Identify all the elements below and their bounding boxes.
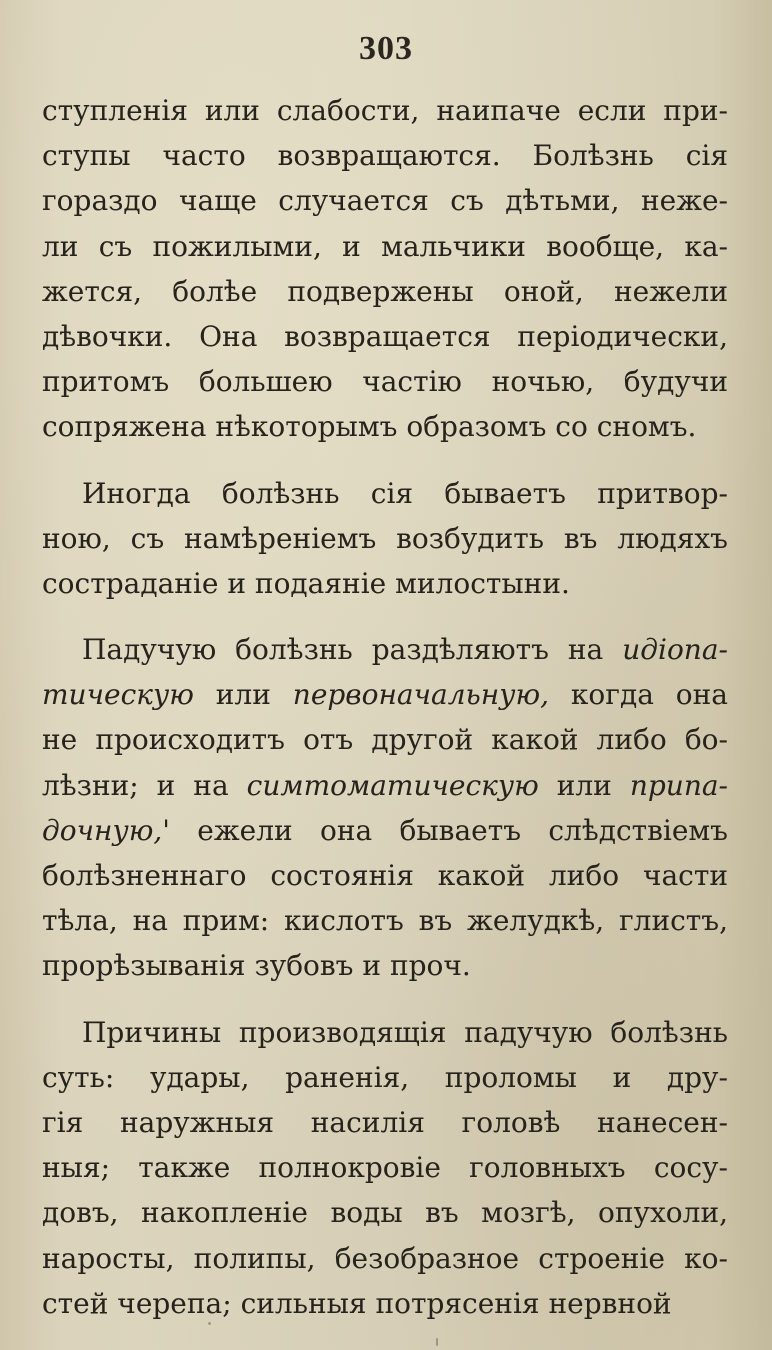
text-line bbox=[42, 627, 728, 672]
body-text bbox=[42, 88, 728, 1326]
text-line bbox=[42, 763, 728, 808]
text-run: когда она bbox=[549, 678, 728, 712]
text-line bbox=[42, 561, 728, 606]
text-line bbox=[42, 471, 728, 516]
text-run: ступленія или слабости, наипаче если при- bbox=[42, 94, 728, 127]
italic-term: припа- bbox=[629, 768, 728, 802]
text-run: ною, съ намѣреніемъ возбудить въ людяхъ bbox=[42, 521, 728, 555]
text-run: лѣзни; и на bbox=[42, 768, 247, 802]
text-run: жется, болѣе подвержены оной, нежели bbox=[42, 274, 728, 308]
text-run: притомъ большею частію ночью, будучи bbox=[42, 365, 728, 399]
text-run: ' ежели она бываетъ слѣдствіемъ bbox=[162, 813, 728, 847]
text-line bbox=[42, 672, 728, 717]
text-run: довъ, накопленіе воды въ мозгѣ, опухоли, bbox=[42, 1196, 728, 1230]
text-line bbox=[42, 359, 728, 404]
text-line bbox=[42, 1010, 728, 1055]
text-line bbox=[42, 1100, 728, 1145]
text-run: или bbox=[538, 768, 630, 802]
paper-speck bbox=[208, 1322, 211, 1325]
paragraph bbox=[42, 471, 728, 607]
text-run: гія наружныя насилія головѣ нанесен- bbox=[42, 1105, 728, 1139]
text-line bbox=[42, 1236, 728, 1281]
paragraph-gap bbox=[42, 606, 728, 627]
text-line bbox=[42, 178, 728, 223]
paragraph bbox=[42, 88, 728, 450]
text-run: не происходитъ отъ другой какой либо бо- bbox=[42, 723, 728, 757]
text-run: состраданіе и подаяніе милостыни. bbox=[42, 566, 570, 600]
text-line bbox=[42, 717, 728, 762]
text-line bbox=[42, 1190, 728, 1235]
text-line bbox=[42, 808, 728, 853]
text-run: ныя; также полнокровіе головныхъ сосу- bbox=[42, 1151, 728, 1185]
text-run: наросты, полипы, безобразное строеніе ко- bbox=[42, 1241, 728, 1275]
text-line bbox=[42, 269, 728, 314]
paragraph-gap bbox=[42, 989, 728, 1010]
italic-term: дочную, bbox=[42, 813, 163, 847]
italic-term: первоначальную, bbox=[292, 678, 550, 712]
text-line bbox=[42, 898, 728, 943]
text-line bbox=[42, 516, 728, 561]
text-line bbox=[42, 314, 728, 359]
paragraph bbox=[42, 1010, 728, 1326]
text-run: ли съ пожилыми, и мальчики вообще, ка- bbox=[42, 229, 728, 263]
text-line bbox=[42, 1145, 728, 1190]
text-run: болѣзненнаго состоянія какой либо части bbox=[42, 859, 728, 892]
text-run: Иногда болѣзнь сія бываетъ притвор- bbox=[82, 476, 728, 510]
text-run: суть: удары, раненія, проломы и дру- bbox=[42, 1060, 728, 1094]
text-line bbox=[42, 88, 728, 133]
paragraph bbox=[42, 627, 728, 989]
italic-term: идіопа- bbox=[622, 633, 728, 667]
page-number: 303 bbox=[359, 30, 413, 67]
text-line bbox=[42, 1281, 728, 1326]
text-line bbox=[42, 224, 728, 269]
text-run: тѣла, на прим: кислотъ въ желудкѣ, глистъ, bbox=[42, 904, 728, 938]
italic-term: тическую bbox=[42, 678, 194, 712]
paper-speck bbox=[436, 1338, 438, 1346]
text-line bbox=[42, 404, 728, 449]
italic-term: симтоматическую bbox=[246, 768, 539, 802]
text-run: сопряжена нѣкоторымъ образомъ со сномъ. bbox=[42, 410, 697, 444]
text-run: прорѣзыванія зубовъ и проч. bbox=[42, 949, 471, 983]
text-line bbox=[42, 133, 728, 178]
text-run: или bbox=[193, 678, 293, 712]
text-run: Причины производящія падучую болѣзнь bbox=[82, 1015, 728, 1049]
text-run: гораздо чаще случается съ дѣтьми, неже- bbox=[42, 184, 728, 218]
text-run: Падучую болѣзнь раздѣляютъ на bbox=[82, 633, 623, 667]
text-line bbox=[42, 853, 728, 898]
text-run: дѣвочки. Она возвращается періодически, bbox=[42, 319, 728, 353]
text-run: ступы часто возвращаются. Болѣзнь сія bbox=[42, 139, 728, 173]
paragraph-gap bbox=[42, 450, 728, 471]
text-line bbox=[42, 1055, 728, 1100]
text-line bbox=[42, 943, 728, 988]
text-run: стей черепа; сильныя потрясенія нервной bbox=[42, 1286, 672, 1320]
